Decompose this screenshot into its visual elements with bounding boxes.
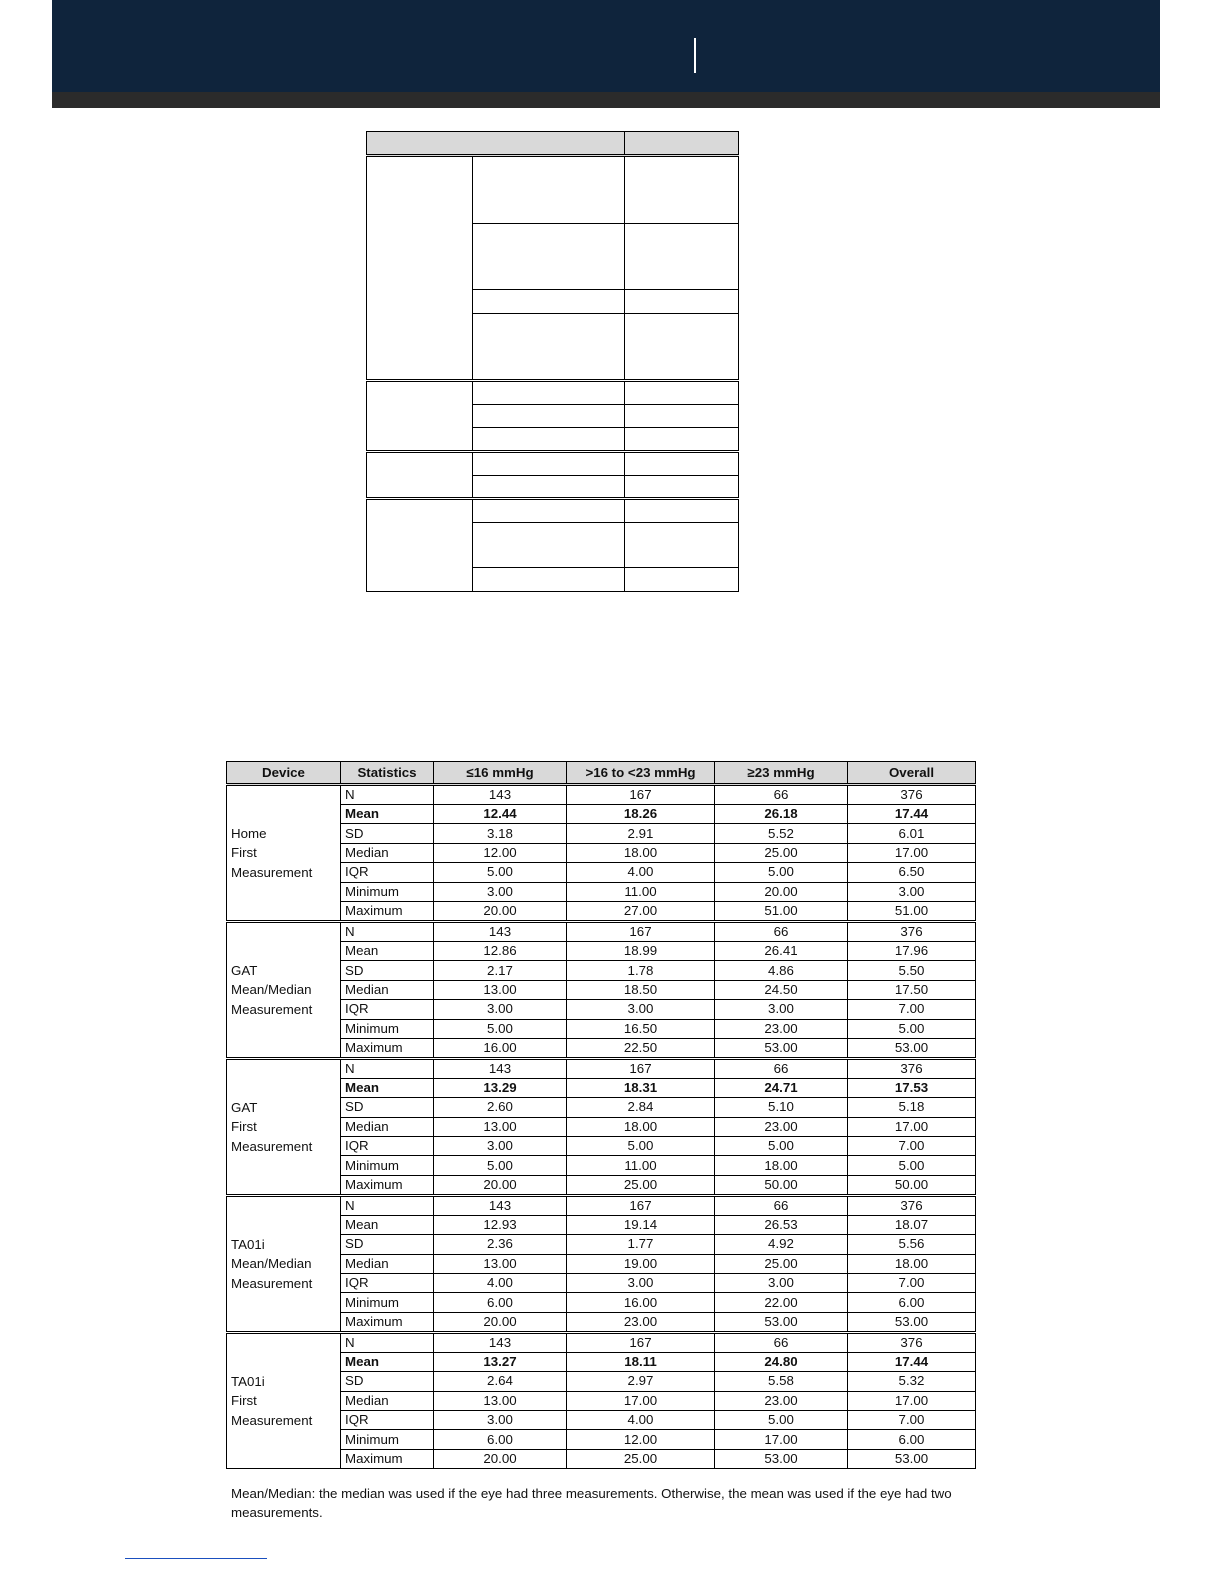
value-cell: 23.00 bbox=[715, 1019, 848, 1038]
statistic-label: IQR bbox=[341, 1274, 434, 1293]
value-cell: 2.84 bbox=[567, 1098, 715, 1117]
upper-table-cell bbox=[473, 428, 625, 452]
value-cell: 16.00 bbox=[567, 1293, 715, 1312]
value-cell: 17.44 bbox=[848, 805, 976, 824]
value-cell: 143 bbox=[434, 1058, 567, 1078]
value-cell: 53.00 bbox=[715, 1038, 848, 1058]
upper-table-cell bbox=[473, 381, 625, 405]
upper-table-cell bbox=[625, 381, 739, 405]
value-cell: 167 bbox=[567, 1332, 715, 1352]
upper-table-cell bbox=[473, 156, 625, 224]
value-cell: 3.00 bbox=[434, 882, 567, 901]
value-cell: 5.50 bbox=[848, 961, 976, 980]
value-cell: 17.00 bbox=[848, 843, 976, 862]
upper-table-cell bbox=[625, 499, 739, 523]
value-cell: 18.26 bbox=[567, 805, 715, 824]
statistic-label: Minimum bbox=[341, 1293, 434, 1312]
value-cell: 5.00 bbox=[848, 1019, 976, 1038]
value-cell: 18.00 bbox=[567, 843, 715, 862]
upper-table-cell bbox=[625, 156, 739, 224]
value-cell: 25.00 bbox=[715, 843, 848, 862]
device-cell bbox=[227, 785, 341, 922]
upper-table-group-cell bbox=[367, 156, 473, 381]
upper-table-cell bbox=[473, 568, 625, 592]
value-cell: 2.17 bbox=[434, 961, 567, 980]
statistic-label: SD bbox=[341, 961, 434, 980]
device-label-line: Measurement bbox=[231, 1412, 313, 1428]
value-cell: 4.92 bbox=[715, 1235, 848, 1254]
device-label-line: Mean/Median bbox=[231, 982, 312, 998]
device-label-line: First bbox=[231, 845, 257, 861]
value-cell: 17.00 bbox=[567, 1391, 715, 1410]
value-cell: 18.11 bbox=[567, 1352, 715, 1371]
value-cell: 143 bbox=[434, 1195, 567, 1215]
table-header-row bbox=[227, 762, 976, 785]
device-cell bbox=[227, 1195, 341, 1332]
value-cell: 24.80 bbox=[715, 1352, 848, 1371]
value-cell: 53.00 bbox=[715, 1312, 848, 1332]
statistic-label: Maximum bbox=[341, 1312, 434, 1332]
device-label-line: TA01i bbox=[231, 1236, 265, 1252]
statistic-label: Median bbox=[341, 1254, 434, 1273]
statistic-label: Mean bbox=[341, 1352, 434, 1371]
statistics-table bbox=[226, 761, 976, 1469]
value-cell: 7.00 bbox=[848, 1000, 976, 1019]
value-cell: 53.00 bbox=[715, 1449, 848, 1468]
value-cell: 143 bbox=[434, 1332, 567, 1352]
value-cell: 18.07 bbox=[848, 1215, 976, 1234]
statistic-label: Median bbox=[341, 843, 434, 862]
value-cell: 25.00 bbox=[567, 1175, 715, 1195]
value-cell: 6.00 bbox=[848, 1293, 976, 1312]
value-cell: 12.00 bbox=[434, 843, 567, 862]
statistic-label: Mean bbox=[341, 1078, 434, 1097]
value-cell: 4.00 bbox=[567, 1410, 715, 1429]
statistic-label: IQR bbox=[341, 1137, 434, 1156]
statistics-table-body bbox=[227, 785, 976, 1469]
value-cell: 5.00 bbox=[434, 863, 567, 882]
value-cell: 6.00 bbox=[434, 1293, 567, 1312]
value-cell: 26.53 bbox=[715, 1215, 848, 1234]
value-cell: 6.00 bbox=[434, 1430, 567, 1449]
statistic-label: N bbox=[341, 1332, 434, 1352]
value-cell: 18.00 bbox=[715, 1156, 848, 1175]
value-cell: 20.00 bbox=[434, 1175, 567, 1195]
value-cell: 17.96 bbox=[848, 941, 976, 960]
value-cell: 20.00 bbox=[715, 882, 848, 901]
value-cell: 19.14 bbox=[567, 1215, 715, 1234]
statistic-label: N bbox=[341, 921, 434, 941]
value-cell: 51.00 bbox=[715, 901, 848, 921]
value-cell: 17.53 bbox=[848, 1078, 976, 1097]
device-label-line: Measurement bbox=[231, 1138, 313, 1154]
value-cell: 143 bbox=[434, 785, 567, 805]
value-cell: 17.00 bbox=[848, 1391, 976, 1410]
statistic-label: Mean bbox=[341, 1215, 434, 1234]
value-cell: 2.60 bbox=[434, 1098, 567, 1117]
value-cell: 53.00 bbox=[848, 1312, 976, 1332]
value-cell: 7.00 bbox=[848, 1410, 976, 1429]
header-strip bbox=[52, 92, 1160, 108]
value-cell: 18.00 bbox=[567, 1117, 715, 1136]
table-row bbox=[227, 1332, 976, 1352]
value-cell: 4.00 bbox=[567, 863, 715, 882]
column-header-ge23: ≥23 mmHg bbox=[715, 762, 848, 785]
value-cell: 50.00 bbox=[715, 1175, 848, 1195]
value-cell: 1.78 bbox=[567, 961, 715, 980]
value-cell: 3.00 bbox=[715, 1274, 848, 1293]
value-cell: 5.00 bbox=[715, 863, 848, 882]
value-cell: 167 bbox=[567, 921, 715, 941]
upper-table-cell bbox=[473, 476, 625, 499]
footnote-rule bbox=[125, 1558, 267, 1559]
value-cell: 5.10 bbox=[715, 1098, 848, 1117]
value-cell: 13.00 bbox=[434, 1391, 567, 1410]
upper-table bbox=[366, 131, 739, 592]
device-label-line: GAT bbox=[231, 962, 258, 978]
value-cell: 17.44 bbox=[848, 1352, 976, 1371]
value-cell: 53.00 bbox=[848, 1449, 976, 1468]
upper-table-cell bbox=[473, 290, 625, 314]
upper-table-group-cell bbox=[367, 452, 473, 499]
value-cell: 1.77 bbox=[567, 1235, 715, 1254]
value-cell: 5.00 bbox=[848, 1156, 976, 1175]
statistic-label: Maximum bbox=[341, 1449, 434, 1468]
statistic-label: IQR bbox=[341, 1000, 434, 1019]
upper-table-cell bbox=[625, 476, 739, 499]
upper-table-cell bbox=[625, 523, 739, 568]
value-cell: 23.00 bbox=[715, 1391, 848, 1410]
table-row bbox=[227, 785, 976, 805]
upper-table-header bbox=[367, 132, 739, 156]
value-cell: 12.00 bbox=[567, 1430, 715, 1449]
value-cell: 19.00 bbox=[567, 1254, 715, 1273]
value-cell: 26.41 bbox=[715, 941, 848, 960]
upper-table-header-cell bbox=[367, 132, 625, 156]
value-cell: 3.00 bbox=[434, 1137, 567, 1156]
upper-table-cell bbox=[473, 405, 625, 428]
value-cell: 5.18 bbox=[848, 1098, 976, 1117]
statistic-label: Mean bbox=[341, 941, 434, 960]
value-cell: 3.00 bbox=[567, 1000, 715, 1019]
table-note: Mean/Median: the median was used if the eye had three measurements. Otherwise, the mean was used if the eye had two measurements. bbox=[231, 1486, 952, 1520]
upper-table-header-cell bbox=[625, 132, 739, 156]
device-cell bbox=[227, 921, 341, 1058]
upper-table-cell bbox=[625, 568, 739, 592]
value-cell: 4.86 bbox=[715, 961, 848, 980]
device-label-line: GAT bbox=[231, 1099, 258, 1115]
value-cell: 16.50 bbox=[567, 1019, 715, 1038]
value-cell: 12.44 bbox=[434, 805, 567, 824]
upper-table-row bbox=[367, 452, 739, 476]
value-cell: 24.50 bbox=[715, 980, 848, 999]
value-cell: 13.00 bbox=[434, 1254, 567, 1273]
value-cell: 2.36 bbox=[434, 1235, 567, 1254]
value-cell: 25.00 bbox=[715, 1254, 848, 1273]
value-cell: 5.00 bbox=[434, 1019, 567, 1038]
upper-table-cell bbox=[625, 452, 739, 476]
value-cell: 167 bbox=[567, 1195, 715, 1215]
upper-table-cell bbox=[625, 405, 739, 428]
statistic-label: Maximum bbox=[341, 1038, 434, 1058]
device-label-line: Home bbox=[231, 825, 267, 841]
value-cell: 25.00 bbox=[567, 1449, 715, 1468]
value-cell: 3.00 bbox=[848, 882, 976, 901]
upper-table-group-cell bbox=[367, 499, 473, 592]
table-row bbox=[227, 921, 976, 941]
column-header-overall: Overall bbox=[848, 762, 976, 785]
value-cell: 22.50 bbox=[567, 1038, 715, 1058]
value-cell: 376 bbox=[848, 1332, 976, 1352]
column-header-statistics: Statistics bbox=[341, 762, 434, 785]
device-label-line: Measurement bbox=[231, 1001, 313, 1017]
statistic-label: Median bbox=[341, 980, 434, 999]
value-cell: 12.86 bbox=[434, 941, 567, 960]
device-label-line: Measurement bbox=[231, 864, 313, 880]
value-cell: 66 bbox=[715, 921, 848, 941]
upper-table-cell bbox=[625, 314, 739, 381]
upper-table-cell bbox=[473, 499, 625, 523]
value-cell: 376 bbox=[848, 921, 976, 941]
value-cell: 11.00 bbox=[567, 1156, 715, 1175]
value-cell: 4.00 bbox=[434, 1274, 567, 1293]
device-cell bbox=[227, 1058, 341, 1195]
device-cell bbox=[227, 1332, 341, 1468]
value-cell: 143 bbox=[434, 921, 567, 941]
statistic-label: Median bbox=[341, 1117, 434, 1136]
value-cell: 13.27 bbox=[434, 1352, 567, 1371]
statistic-label: N bbox=[341, 1195, 434, 1215]
value-cell: 6.50 bbox=[848, 863, 976, 882]
value-cell: 3.00 bbox=[567, 1274, 715, 1293]
statistic-label: Median bbox=[341, 1391, 434, 1410]
value-cell: 23.00 bbox=[567, 1312, 715, 1332]
upper-table-row bbox=[367, 381, 739, 405]
value-cell: 7.00 bbox=[848, 1274, 976, 1293]
value-cell: 23.00 bbox=[715, 1117, 848, 1136]
value-cell: 6.00 bbox=[848, 1430, 976, 1449]
value-cell: 5.56 bbox=[848, 1235, 976, 1254]
statistic-label: Maximum bbox=[341, 901, 434, 921]
value-cell: 6.01 bbox=[848, 824, 976, 843]
upper-table-row bbox=[367, 499, 739, 523]
value-cell: 5.00 bbox=[434, 1156, 567, 1175]
device-label-line: First bbox=[231, 1119, 257, 1135]
upper-table-cell bbox=[473, 452, 625, 476]
value-cell: 18.31 bbox=[567, 1078, 715, 1097]
value-cell: 18.00 bbox=[848, 1254, 976, 1273]
value-cell: 3.18 bbox=[434, 824, 567, 843]
upper-table-cell bbox=[625, 428, 739, 452]
header-divider bbox=[694, 38, 696, 73]
value-cell: 376 bbox=[848, 1058, 976, 1078]
value-cell: 167 bbox=[567, 1058, 715, 1078]
device-label-line: Measurement bbox=[231, 1275, 313, 1291]
column-header-16-to-23: >16 to <23 mmHg bbox=[567, 762, 715, 785]
value-cell: 50.00 bbox=[848, 1175, 976, 1195]
upper-table-group-cell bbox=[367, 381, 473, 452]
statistic-label: SD bbox=[341, 824, 434, 843]
column-header-le16: ≤16 mmHg bbox=[434, 762, 567, 785]
value-cell: 11.00 bbox=[567, 882, 715, 901]
value-cell: 376 bbox=[848, 785, 976, 805]
statistic-label: SD bbox=[341, 1098, 434, 1117]
value-cell: 66 bbox=[715, 1195, 848, 1215]
statistic-label: SD bbox=[341, 1235, 434, 1254]
value-cell: 27.00 bbox=[567, 901, 715, 921]
statistic-label: IQR bbox=[341, 863, 434, 882]
upper-table-cell bbox=[473, 224, 625, 290]
value-cell: 22.00 bbox=[715, 1293, 848, 1312]
value-cell: 66 bbox=[715, 785, 848, 805]
table-row bbox=[227, 1058, 976, 1078]
value-cell: 20.00 bbox=[434, 901, 567, 921]
statistic-label: Minimum bbox=[341, 1019, 434, 1038]
statistic-label: N bbox=[341, 1058, 434, 1078]
value-cell: 5.58 bbox=[715, 1372, 848, 1391]
value-cell: 5.00 bbox=[715, 1410, 848, 1429]
value-cell: 5.32 bbox=[848, 1372, 976, 1391]
value-cell: 18.50 bbox=[567, 980, 715, 999]
value-cell: 53.00 bbox=[848, 1038, 976, 1058]
upper-table-cell bbox=[473, 314, 625, 381]
statistic-label: Minimum bbox=[341, 882, 434, 901]
upper-table-cell bbox=[625, 290, 739, 314]
statistic-label: Minimum bbox=[341, 1156, 434, 1175]
value-cell: 24.71 bbox=[715, 1078, 848, 1097]
value-cell: 7.00 bbox=[848, 1137, 976, 1156]
value-cell: 13.29 bbox=[434, 1078, 567, 1097]
value-cell: 2.97 bbox=[567, 1372, 715, 1391]
value-cell: 3.00 bbox=[434, 1410, 567, 1429]
value-cell: 16.00 bbox=[434, 1038, 567, 1058]
device-label-line: First bbox=[231, 1393, 257, 1409]
value-cell: 17.50 bbox=[848, 980, 976, 999]
table-row bbox=[227, 1195, 976, 1215]
header-band bbox=[52, 0, 1160, 92]
upper-table-row bbox=[367, 156, 739, 224]
value-cell: 20.00 bbox=[434, 1312, 567, 1332]
value-cell: 51.00 bbox=[848, 901, 976, 921]
statistic-label: IQR bbox=[341, 1410, 434, 1429]
upper-table-cell bbox=[473, 523, 625, 568]
value-cell: 3.00 bbox=[715, 1000, 848, 1019]
statistic-label: Mean bbox=[341, 805, 434, 824]
upper-table-cell bbox=[625, 224, 739, 290]
statistic-label: SD bbox=[341, 1372, 434, 1391]
value-cell: 66 bbox=[715, 1332, 848, 1352]
statistic-label: Maximum bbox=[341, 1175, 434, 1195]
value-cell: 12.93 bbox=[434, 1215, 567, 1234]
device-label-line: TA01i bbox=[231, 1373, 265, 1389]
value-cell: 5.52 bbox=[715, 824, 848, 843]
value-cell: 66 bbox=[715, 1058, 848, 1078]
value-cell: 13.00 bbox=[434, 1117, 567, 1136]
value-cell: 2.64 bbox=[434, 1372, 567, 1391]
value-cell: 5.00 bbox=[567, 1137, 715, 1156]
column-header-device: Device bbox=[227, 762, 341, 785]
statistic-label: Minimum bbox=[341, 1430, 434, 1449]
value-cell: 26.18 bbox=[715, 805, 848, 824]
value-cell: 17.00 bbox=[848, 1117, 976, 1136]
value-cell: 20.00 bbox=[434, 1449, 567, 1468]
value-cell: 376 bbox=[848, 1195, 976, 1215]
value-cell: 5.00 bbox=[715, 1137, 848, 1156]
value-cell: 2.91 bbox=[567, 824, 715, 843]
value-cell: 17.00 bbox=[715, 1430, 848, 1449]
value-cell: 18.99 bbox=[567, 941, 715, 960]
value-cell: 167 bbox=[567, 785, 715, 805]
value-cell: 13.00 bbox=[434, 980, 567, 999]
value-cell: 3.00 bbox=[434, 1000, 567, 1019]
device-label-line: Mean/Median bbox=[231, 1256, 312, 1272]
statistic-label: N bbox=[341, 785, 434, 805]
